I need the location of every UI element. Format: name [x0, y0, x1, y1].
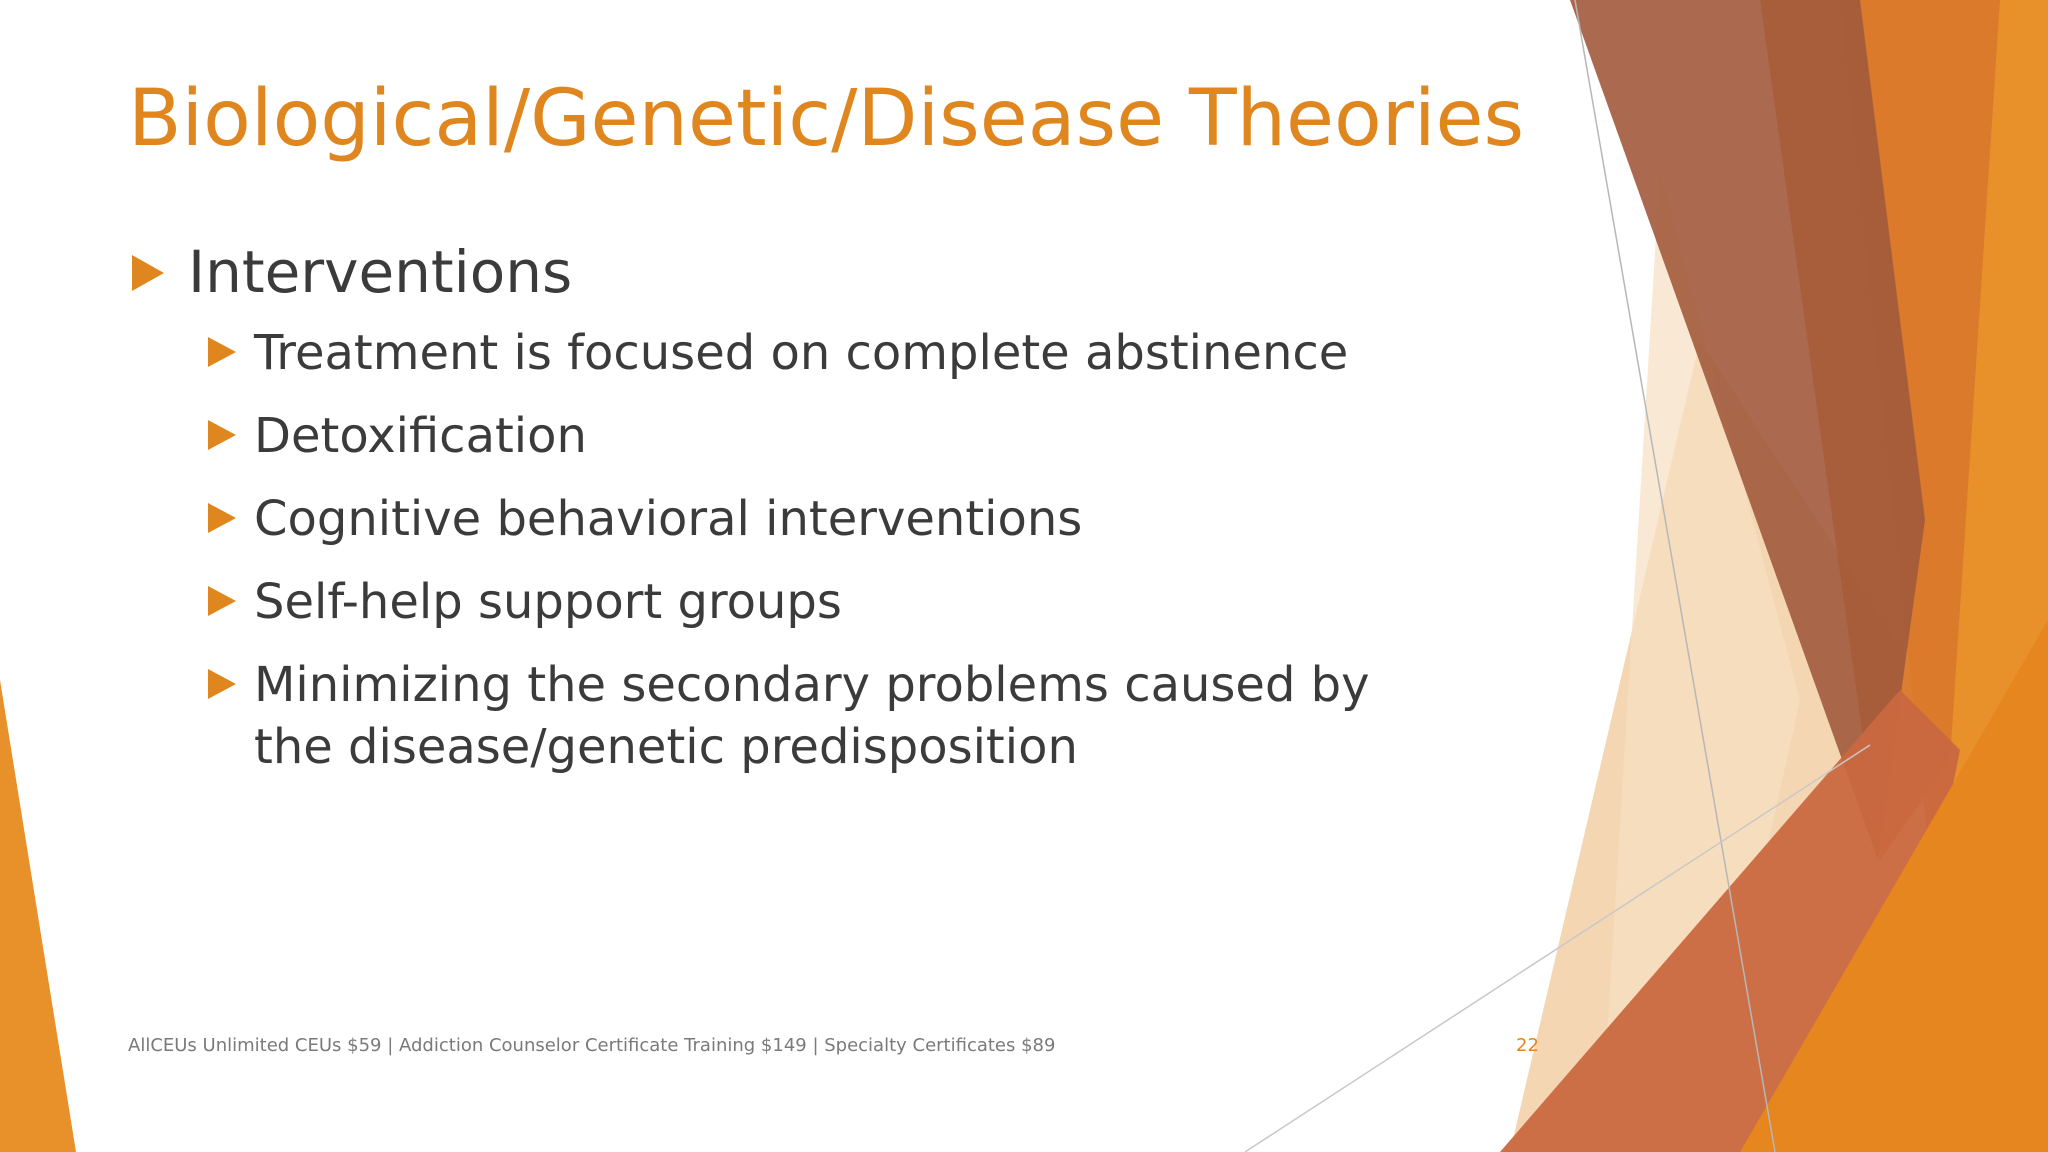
sub-bullet-label: Minimizing the secondary problems caused by the disease/genetic predisposition: [254, 657, 1370, 775]
left-orange-sliver: [0, 680, 76, 1152]
slide-title: Biological/Genetic/Disease Theories: [128, 74, 1525, 164]
bullet-arrow-icon: [208, 503, 236, 533]
sub-bullet-label: Cognitive behavioral interventions: [254, 491, 1083, 547]
bullet-list: [132, 236, 1432, 799]
sub-bullet-label: Detoxification: [254, 408, 587, 464]
sub-bullet-label: Self-help support groups: [254, 574, 842, 630]
sub-bullet-abstinence: [254, 322, 1432, 384]
sub-bullet-detoxification: [254, 405, 1432, 467]
sub-bullet-cognitive: [254, 488, 1432, 550]
bullet-arrow-icon: [208, 586, 236, 616]
bullet-arrow-icon: [208, 420, 236, 450]
sub-bullet-self-help: [254, 571, 1432, 633]
slide-footer: AllCEUs Unlimited CEUs $59 | Addiction Counselor Certificate Training $149 | Specialty Certificates $89: [128, 1035, 1056, 1056]
bullet-level1-interventions: [132, 236, 1432, 308]
bullet-label: Interventions: [188, 238, 573, 306]
bullet-arrow-icon: [208, 669, 236, 699]
sub-bullet-secondary-problems: [254, 654, 1432, 778]
sub-bullet-label: Treatment is focused on complete abstinence: [254, 325, 1349, 381]
page-number: 22: [1516, 1035, 1539, 1056]
bullet-arrow-icon: [208, 337, 236, 367]
bullet-arrow-icon: [132, 255, 164, 291]
